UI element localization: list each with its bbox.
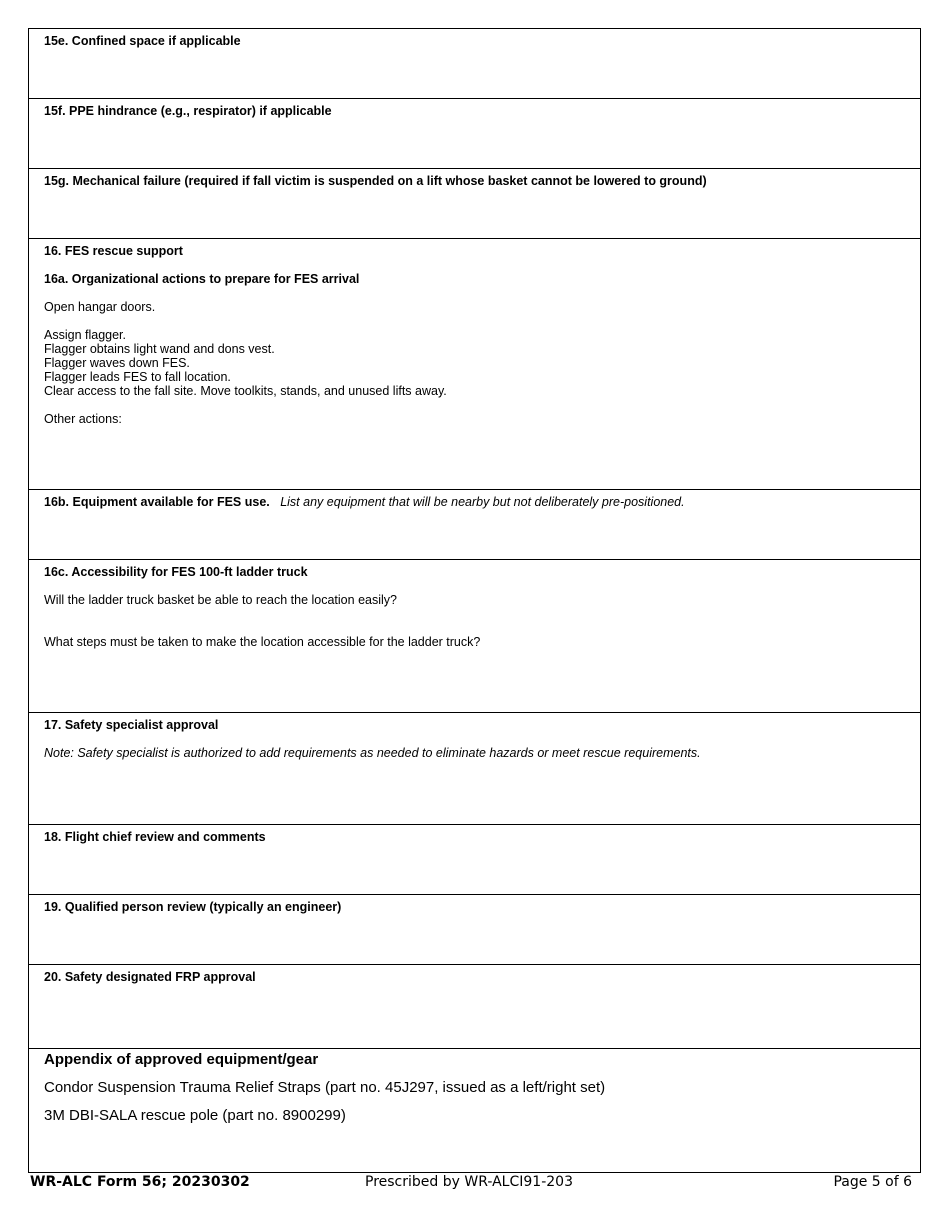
action-line: Flagger waves down FES. [44,356,190,370]
prescribed-by: Prescribed by WR-ALCI91-203 [365,1174,573,1190]
section-20[interactable] [29,965,920,1049]
section-16[interactable] [29,239,920,490]
section-16c[interactable] [29,560,920,713]
section-title: 19. Qualified person review (typically an engineer) [44,900,342,914]
form-identifier: WR-ALC Form 56; 20230302 [30,1174,250,1190]
page-footer [0,1174,950,1194]
section-title: 15g. Mechanical failure (required if fall victim is suspended on a lift whose basket cannot be lowered to ground) [44,174,707,188]
section-title: 16c. Accessibility for FES 100-ft ladder truck [44,565,308,579]
section-18[interactable] [29,825,920,895]
section-note: Note: Safety specialist is authorized to add requirements as needed to eliminate hazards or meet rescue requirements. [44,746,701,760]
section-title [44,495,905,509]
form-page [28,28,921,1173]
section-subtitle: 16a. Organizational actions to prepare for FES arrival [44,272,360,286]
question-steps: What steps must be taken to make the location accessible for the ladder truck? [44,635,481,649]
other-actions-label: Other actions: [44,412,122,426]
section-title: 18. Flight chief review and comments [44,830,266,844]
appendix-title: Appendix of approved equipment/gear [44,1051,319,1068]
section-title: 15e. Confined space if applicable [44,34,241,48]
page-number: Page 5 of 6 [833,1174,912,1190]
section-title: 20. Safety designated FRP approval [44,970,256,984]
section-19[interactable] [29,895,920,965]
section-16b[interactable] [29,490,920,560]
action-line: Flagger leads FES to fall location. [44,370,231,384]
section-title: 15f. PPE hindrance (e.g., respirator) if applicable [44,104,332,118]
action-line: Open hangar doors. [44,300,156,314]
action-line: Assign flagger. [44,328,126,342]
section-title: 16. FES rescue support [44,244,183,258]
section-note: List any equipment that will be nearby but not deliberately pre-positioned. [280,495,685,509]
section-title-text: 16b. Equipment available for FES use. [44,495,270,509]
question-reach: Will the ladder truck basket be able to reach the location easily? [44,593,397,607]
appendix [29,1049,920,1174]
action-line: Clear access to the fall site. Move toolkits, stands, and unused lifts away. [44,384,447,398]
appendix-item: 3M DBI-SALA rescue pole (part no. 8900299) [44,1107,346,1124]
section-title: 17. Safety specialist approval [44,718,219,732]
appendix-item: Condor Suspension Trauma Relief Straps (part no. 45J297, issued as a left/right set) [44,1079,606,1096]
section-15g[interactable] [29,169,920,239]
section-15e[interactable] [29,29,920,99]
section-17[interactable] [29,713,920,825]
section-15f[interactable] [29,99,920,169]
action-line: Flagger obtains light wand and dons vest. [44,342,275,356]
